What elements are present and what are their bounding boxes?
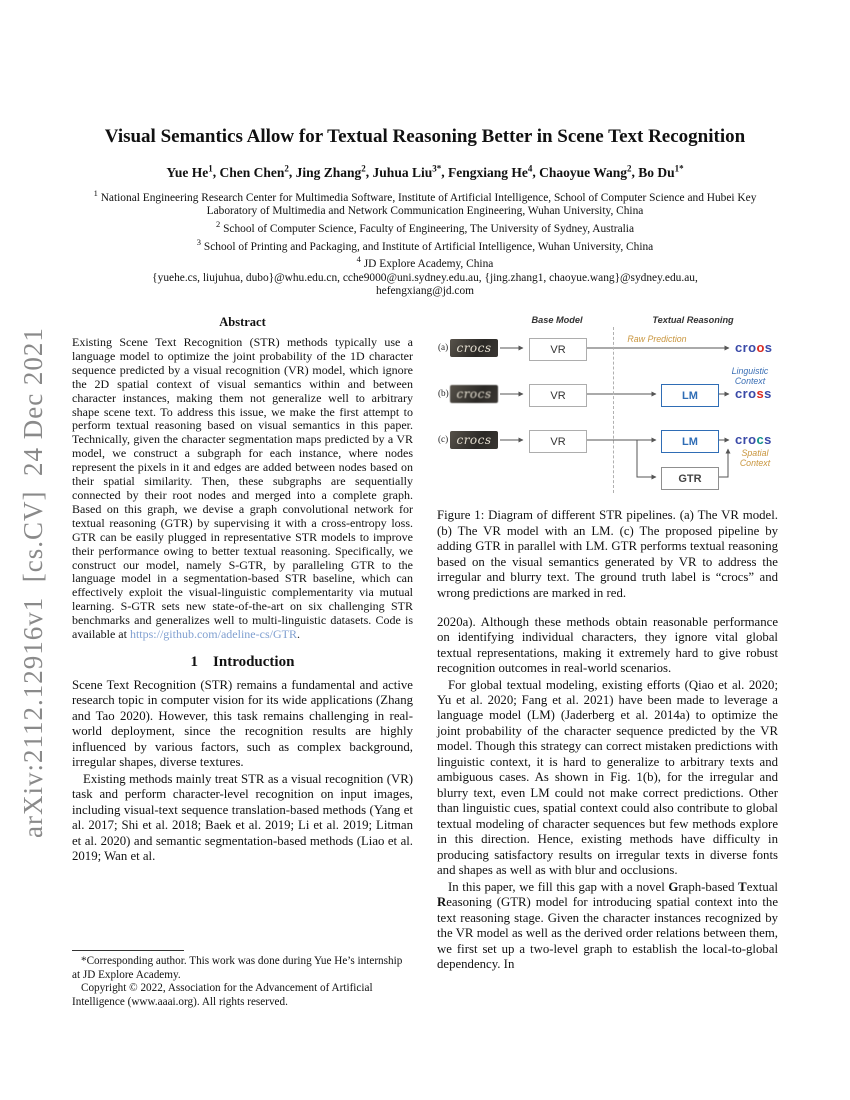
- figure-row-a-label: (a): [438, 342, 449, 352]
- footnote-rule: [72, 950, 184, 951]
- author-name: Chaoyue Wang: [539, 164, 627, 180]
- abstract-heading: Abstract: [219, 315, 266, 329]
- figure-1: [437, 315, 778, 602]
- text-segment: .: [296, 627, 300, 642]
- author-sup: 2: [627, 163, 632, 173]
- author: [166, 165, 212, 180]
- figure-1-caption: Figure 1: Diagram of different STR pipelines. (a) The VR model. (b) The VR model with an LM. (c) The proposed pipeline by adding GTR in parallel with LM. GTR performs textual reasoning based on the visual semantics generated by VR to address the irregular and blurry text. The ground truth label is “crocs” and wrong predictions are marked in red.: [437, 508, 778, 601]
- affiliation-text: School of Computer Science, Faculty of Engineering, The University of Sydney, Australia: [223, 222, 635, 235]
- footnote-corresponding: *Corresponding author. This work was done during Yue He’s internship at JD Explore Academy.: [72, 955, 403, 981]
- author: [220, 165, 289, 180]
- intro-paragraph-2: Existing methods mainly treat STR as a visual recognition (VR) task and perform character-level recognition on input images, including visual-text sequence translation-based methods (Yang et al. 2017; Shi et al. 2018; Baek et al. 2019; Li et al. 2019; Litman et al. 2020) and semantic segmentation-based methods (Liao et al. 2019; Wan et al.: [72, 771, 413, 864]
- author-sup: 2: [361, 163, 366, 173]
- figure-1-diagram: [437, 315, 779, 499]
- input-image-a: [450, 339, 498, 357]
- author-sup: 1: [208, 163, 213, 173]
- prediction-a: [735, 340, 772, 355]
- abstract-body: [72, 336, 413, 642]
- author-sup: 4: [527, 163, 533, 173]
- author-sep: ,: [212, 164, 220, 180]
- affiliation-sup: 4: [356, 254, 361, 265]
- affiliation: [75, 254, 775, 271]
- author-name: Chen Chen: [219, 164, 285, 180]
- lm-box-b: LM: [661, 384, 719, 407]
- affiliation-sup: 1: [93, 188, 98, 198]
- author-sup: 2: [284, 163, 289, 173]
- author-sup: 1*: [674, 163, 684, 173]
- author-name: Bo Du: [638, 164, 675, 180]
- email-line: {yuehe.cs, liujuhua, dubo}@whu.edu.cn, cche9000@uni.sydney.edu.au, {jing.zhang1, chaoyue.wang}@sydney.edu.au,: [152, 271, 698, 284]
- text-segment: s: [764, 386, 772, 401]
- input-word: crocs: [456, 433, 492, 447]
- input-word: crocs: [456, 387, 492, 401]
- body-paragraph-1: 2020a). Although these methods obtain reasonable performance on identifying individual characters, they ignore vital global textual representations, making it extremely hard to give robust recognition outcomes in real-world scenarios.: [437, 614, 778, 676]
- affiliation-sup: 3: [196, 236, 201, 247]
- author-name: Juhua Liu: [372, 164, 433, 180]
- author-name: Fengxiang He: [447, 164, 528, 180]
- text-segment: easoning (GTR) model for introducing spatial context into the text reasoning stage. Given the character instances recognized by the VR model as well as the derived order relations between them, we first set up a two-level graph to establish the local-to-global dependency. In: [437, 895, 778, 971]
- vr-box-c: VR: [529, 430, 587, 453]
- body-paragraph-3: [437, 880, 778, 973]
- text-segment: s: [764, 432, 772, 447]
- linguistic-context-label: Linguistic Context: [731, 366, 769, 386]
- affiliation-text: JD Explore Academy, China: [363, 257, 494, 270]
- author-sep: ,: [365, 164, 373, 180]
- text-segment: raph-based: [678, 879, 739, 894]
- text-segment: s: [764, 340, 773, 355]
- text-segment: s: [756, 386, 765, 401]
- external-link[interactable]: https://github.com/adeline-cs/GTR: [129, 627, 297, 642]
- text-segment: extual: [746, 879, 778, 894]
- email-line: hefengxiang@jd.com: [375, 285, 475, 298]
- authors-line: [60, 163, 790, 181]
- figure-header-base-model: Base Model: [531, 315, 583, 325]
- right-column: [437, 315, 778, 972]
- figure-row-c-label: (c): [438, 434, 449, 444]
- author: [539, 165, 631, 180]
- text-segment: cro: [735, 340, 757, 355]
- author-name: Yue He: [166, 164, 209, 180]
- body-paragraph-2: For global textual modeling, existing efforts (Qiao et al. 2020; Yu et al. 2020; Fang et al. 2021) have been made to leverage a language model (LM) (Jaderberg et al. 2014a) to optimize the joint probability of the character sequence predicted by the VR model. Though this strategy can correct mistaken predictions with linguistic context, it is hard to generalize to arbitrary texts and ambiguous cases. As shown in Fig. 1(b), for the irregular and blurry text, even LM could not make correct predictions. Other than linguistic cues, spatial context could also contribute to global textual modeling of character sequences but few methods explore in this direction. Hence, existing methods have difficulty in producing satisfactory results on irregular texts in diverse fonts and shapes as well as with blur and occlusions.: [437, 677, 778, 878]
- vr-box-b: VR: [529, 384, 587, 407]
- author-sep: ,: [631, 164, 639, 180]
- author-sep: ,: [532, 164, 540, 180]
- text-segment: R: [437, 895, 447, 910]
- author-name: Jing Zhang: [295, 164, 362, 180]
- prediction-b: [735, 386, 772, 401]
- raw-prediction-label: Raw Prediction: [627, 334, 687, 344]
- text-segment: In this paper, we fill this gap with a novel: [448, 879, 669, 894]
- author: [448, 165, 532, 180]
- affiliation: [75, 188, 775, 219]
- input-image-c: [450, 431, 498, 449]
- gtr-box: GTR: [661, 467, 719, 490]
- author-sep: ,: [441, 164, 448, 180]
- page-title: Visual Semantics Allow for Textual Reasoning Better in Scene Text Recognition: [104, 126, 746, 147]
- author: [373, 165, 442, 180]
- arxiv-watermark: arXiv:2112.12916v1 [cs.CV] 24 Dec 2021: [18, 327, 48, 838]
- author-sup: 3*: [432, 163, 442, 173]
- section-heading-introduction: 1 Introduction: [190, 653, 295, 670]
- figure-column-divider: [613, 327, 614, 493]
- author: [638, 165, 683, 180]
- affiliations-block: [75, 188, 775, 299]
- affiliation-sup: 2: [215, 219, 221, 230]
- footnote-block: [72, 950, 413, 1010]
- figure-header-textual-reasoning: Textual Reasoning: [652, 315, 734, 325]
- affiliation: [75, 219, 775, 236]
- left-column: [72, 315, 413, 865]
- input-word: crocs: [456, 341, 492, 355]
- lm-box-c: LM: [661, 430, 719, 453]
- text-segment: Existing Scene Text Recognition (STR) methods typically use a language model to optimize the joint probability of the 1D character sequence predicted by a visual recognition (VR) model, which ignore the 2D spatial context of visual semantics within and between character instances, making them not generalize well to arbitrary shape scene text. To address this issue, we make the first attempt to perform textual reasoning based on visual semantics in this paper. Technically, given the character segmentation maps predicted by a VR model, we construct a subgraph for each instance, where nodes represent the pixels in it and edges are added between nodes based on their spatial similarity. Then, these subgraphs are sequentially connected by their root nodes and merged into a complete graph. Based on this graph, we devise a graph convolutional network for textual reasoning (GTR) by supervising it with a cross-entropy loss. GTR can be easily plugged in representative STR models to improve their performance owing to better textual reasoning. Specifically, we construct our model, namely S-GTR, by paralleling GTR to the language model in a segmentation-based STR baseline, which can effectively exploit the visual-linguistic complementarity via mutual learning. S-GTR sets new state-of-the-art on six challenging STR benchmarks and generalizes well to multi-linguistic datasets. Code is available at: [72, 335, 413, 642]
- footnote-copyright: Copyright © 2022, Association for the Advancement of Artificial Intelligence (www.aaai.org). All rights reserved.: [72, 982, 373, 1008]
- affiliation-text: School of Printing and Packaging, and Institute of Artificial Intelligence, Wuhan University, China: [203, 240, 654, 253]
- input-image-b: [450, 385, 498, 403]
- vr-box-a: VR: [529, 338, 587, 361]
- text-segment: T: [738, 879, 747, 894]
- text-segment: G: [668, 879, 679, 894]
- intro-paragraph-1: Scene Text Recognition (STR) remains a fundamental and active research topic in computer vision for its wide applications (Zhang and Tao 2020). However, this task remains challenging in real-world deployment, since the recognition results are highly influenced by various factors, such as complex background, irregular shapes, diverse textures.: [72, 677, 413, 770]
- author: [296, 165, 366, 180]
- spatial-context-label: Spatial Context: [739, 448, 771, 468]
- prediction-c: [735, 432, 772, 447]
- text-segment: cro: [735, 432, 757, 447]
- text-segment: o: [756, 340, 765, 355]
- text-segment: cro: [735, 386, 757, 401]
- affiliation: [75, 237, 775, 254]
- author-sep: ,: [288, 164, 296, 180]
- affiliation-text: National Engineering Research Center for Multimedia Software, Institute of Artificial Intelligence, School of Computer Science and Hubei Key Laboratory of Multimedia and Network Communication Engineering, Wuhan University, China: [100, 191, 757, 218]
- text-segment: c: [756, 432, 765, 447]
- figure-row-b-label: (b): [438, 388, 449, 398]
